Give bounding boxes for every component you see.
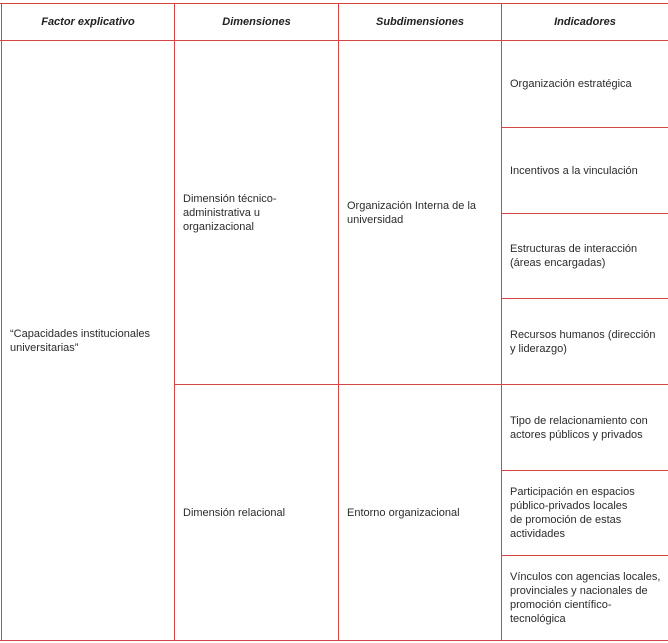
indicator-cell-4 [502,299,668,384]
dimension-text-2: Dimensión relacional [183,506,286,519]
header-subdimensions: Subdimensiones [375,16,465,28]
table-bottom-border [0,640,668,641]
indicator-text-5: Tipo de relacionamiento con actores públicos y privados [510,414,648,441]
indicator-text-6: Participación en espacios público-privados locales de promoción de estas actividades [510,486,635,540]
subdimension-cell-2 [339,385,501,640]
factor-text: “Capacidades institucionales universitarias” [10,327,151,354]
indicator-cell-5 [502,385,668,470]
indicator-cell-2 [502,128,668,213]
subdimension-cell-1 [339,41,501,384]
dimension-cell-2 [175,385,338,640]
dimension-text-1: Dimensión técnico-administrativa u organizacional [183,192,277,233]
header-dimensions: Dimensiones [222,16,291,28]
indicator-cell-3 [502,214,668,298]
indicator-cell-6 [502,471,668,555]
factor-cell [2,41,174,640]
indicator-text-1: Organización estratégica [510,78,632,90]
header-factor: Factor explicativo [41,16,135,28]
indicator-text-7: Vínculos con agencias locales, provinciales y nacionales de promoción científico-tecnológica [510,571,661,625]
indicator-cell-1 [502,41,668,127]
header-indicators: Indicadores [554,16,616,28]
subdimension-text-1: Organización Interna de la universidad [347,199,477,226]
subdimension-text-2: Entorno organizacional [347,506,460,519]
dimension-cell-1 [175,41,338,384]
indicator-text-4: Recursos humanos (dirección y liderazgo) [510,328,656,355]
indicator-cell-7 [502,556,668,640]
indicator-text-3: Estructuras de interacción (áreas encargadas) [510,243,638,269]
indicator-text-2: Incentivos a la vinculación [510,164,638,177]
